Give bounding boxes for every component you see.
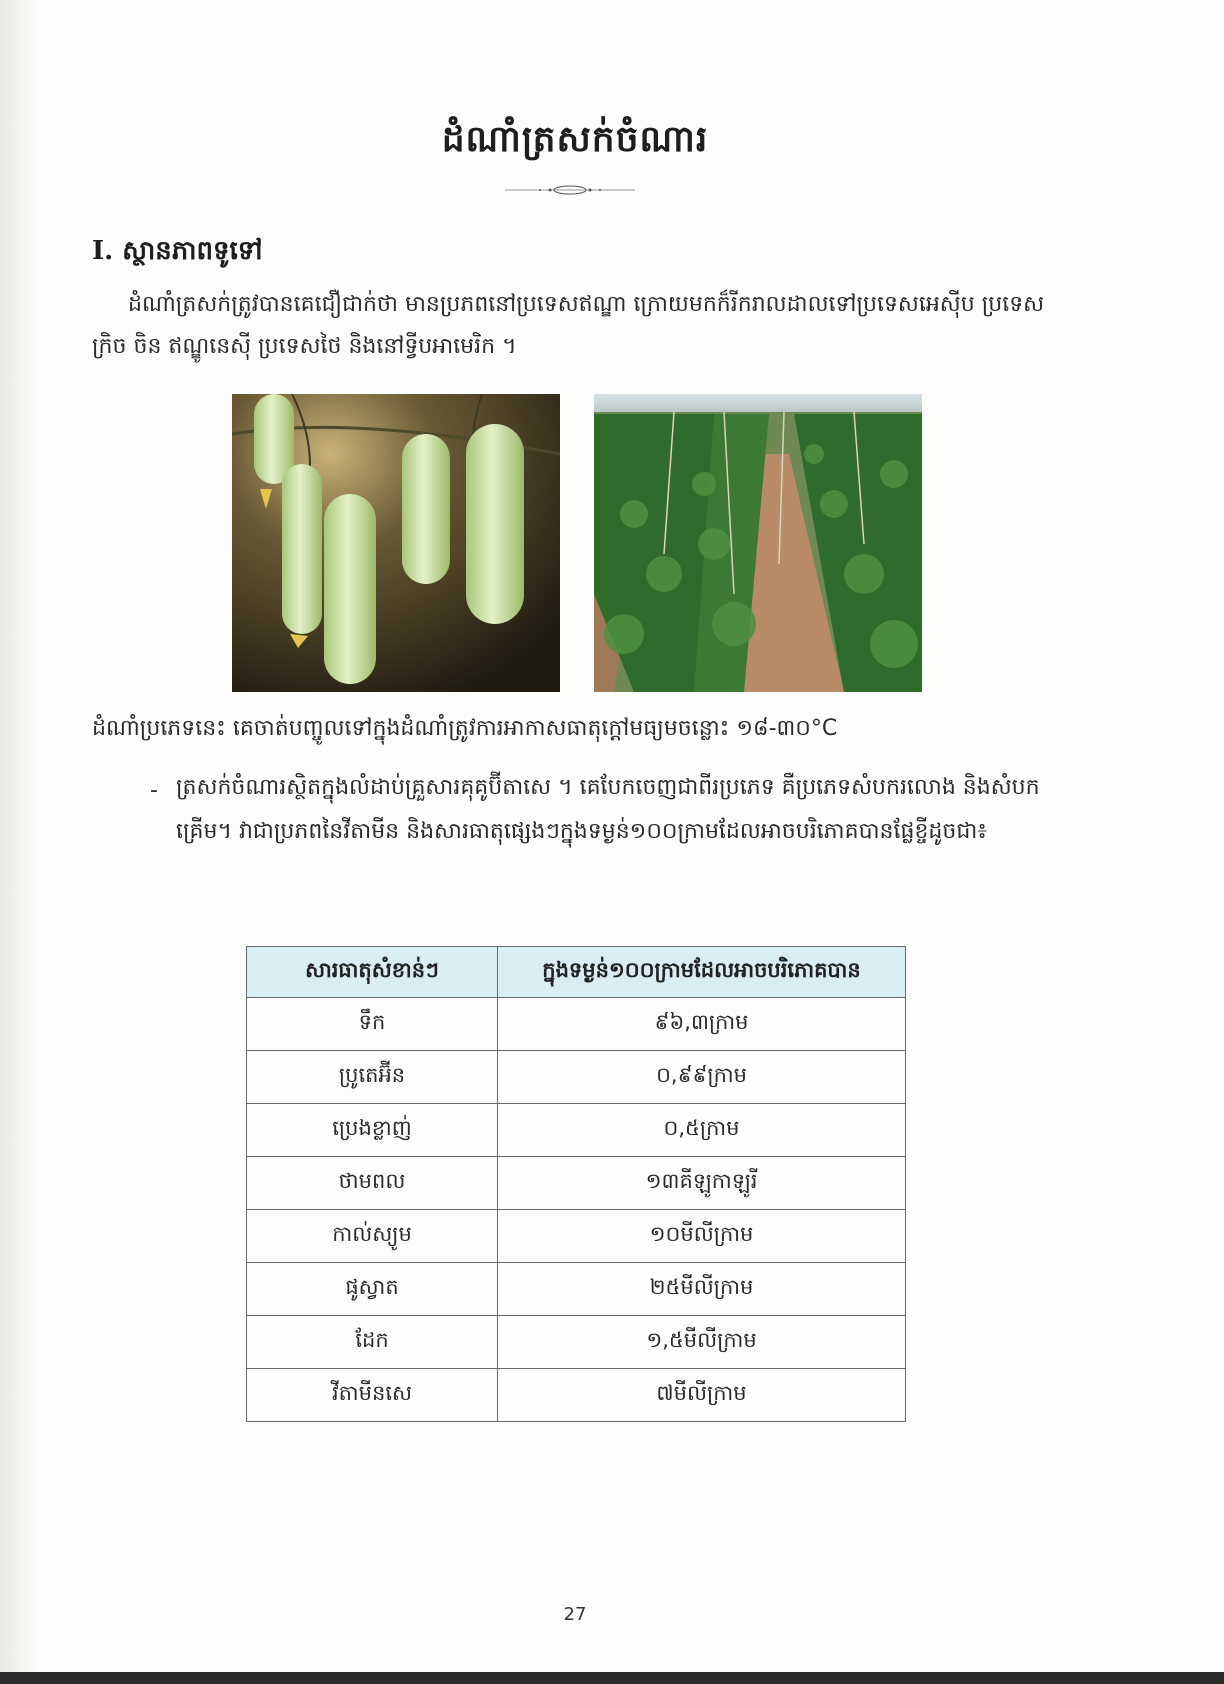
cucumber-field-photo <box>594 394 922 692</box>
table-row <box>247 1316 906 1369</box>
title-ornament <box>505 184 635 196</box>
nutrient-name: កាល់ស្យូម <box>247 1210 498 1263</box>
table-row <box>247 1157 906 1210</box>
page-number: 27 <box>563 1604 587 1625</box>
table-header-row <box>247 947 906 998</box>
table-row <box>247 1104 906 1157</box>
intro-paragraph: ដំណាំត្រសក់ត្រូវបានគេជឿជាក់ថា មានប្រភពនៅប្រទេសឥណ្ឌា ក្រោយមកក៏រីករាលដាលទៅប្រទេសអេស៊ីប ប្រទេសក្រិច ចិន ឥណ្ឌូនេស៊ី ប្រទេសថៃ និងនៅទ្វីបអាមេរិក ។ <box>92 292 1045 359</box>
table-row <box>247 1369 906 1422</box>
nutrient-value: ១,៥មីលីក្រាម <box>498 1316 906 1369</box>
nutrient-value: ១០មីលីក្រាម <box>498 1210 906 1263</box>
bullet-paragraph: ត្រសក់ចំណារស្ថិតក្នុងលំដាប់គ្រួសារគុគូប៊ីតាសេ ។ គេបែកចេញជាពីរប្រភេទ គឺប្រភេទសំបករលោង និងសំបកគ្រើម។ វាជាប្រភពនៃវីតាមីន និងសារធាតុផ្សេងៗក្នុងទម្ងន់១០០ក្រាមដែលអាចបរិភោគបានផ្លែខ្ចីដូចជា៖ <box>176 775 1040 844</box>
nutrient-name: ផូស្វាត <box>247 1263 498 1316</box>
nutrient-value: ២៥មីលីក្រាម <box>498 1263 906 1316</box>
table-row <box>247 1263 906 1316</box>
cucumbers-photo <box>232 394 560 692</box>
table-row <box>247 998 906 1051</box>
table-row <box>247 1051 906 1104</box>
nutrient-name: ដែក <box>247 1316 498 1369</box>
header-amount: ក្នុងទម្ងន់១០០ក្រាមដែលអាចបរិភោគបាន <box>498 947 906 998</box>
climate-paragraph: ដំណាំប្រភេទនេះ គេចាត់បញ្ចូលទៅក្នុងដំណាំត្រូវការអាកាសធាតុក្តៅមធ្យមចន្លោះ ១៨-៣០°C <box>92 716 838 741</box>
section-heading: I. ស្ថានភាពទូទៅ <box>92 236 263 266</box>
nutrient-value: ១៣គីឡូកាឡូរី <box>498 1157 906 1210</box>
bullet-dash: - <box>150 778 158 803</box>
nutrient-name: ទឹក <box>247 998 498 1051</box>
nutrient-value: ៩៦,៣ក្រាម <box>498 998 906 1051</box>
page-edge-shadow <box>0 0 40 1684</box>
nutrient-value: ០,៥ក្រាម <box>498 1104 906 1157</box>
nutrient-value: ០,៩៩ក្រាម <box>498 1051 906 1104</box>
nutrient-name: ប្រូតេអ៊ីន <box>247 1051 498 1104</box>
header-nutrient: សារធាតុសំខាន់ៗ <box>247 947 498 998</box>
table-row <box>247 1210 906 1263</box>
scan-bottom-edge <box>0 1672 1224 1684</box>
page-title: ដំណាំត្រសក់ចំណារ <box>441 118 709 161</box>
nutrition-table <box>246 946 906 1422</box>
nutrient-name: ថាមពល <box>247 1157 498 1210</box>
nutrient-name: ប្រេងខ្លាញ់ <box>247 1104 498 1157</box>
nutrient-name: វីតាមីនសេ <box>247 1369 498 1422</box>
nutrient-value: ៧មីលីក្រាម <box>498 1369 906 1422</box>
